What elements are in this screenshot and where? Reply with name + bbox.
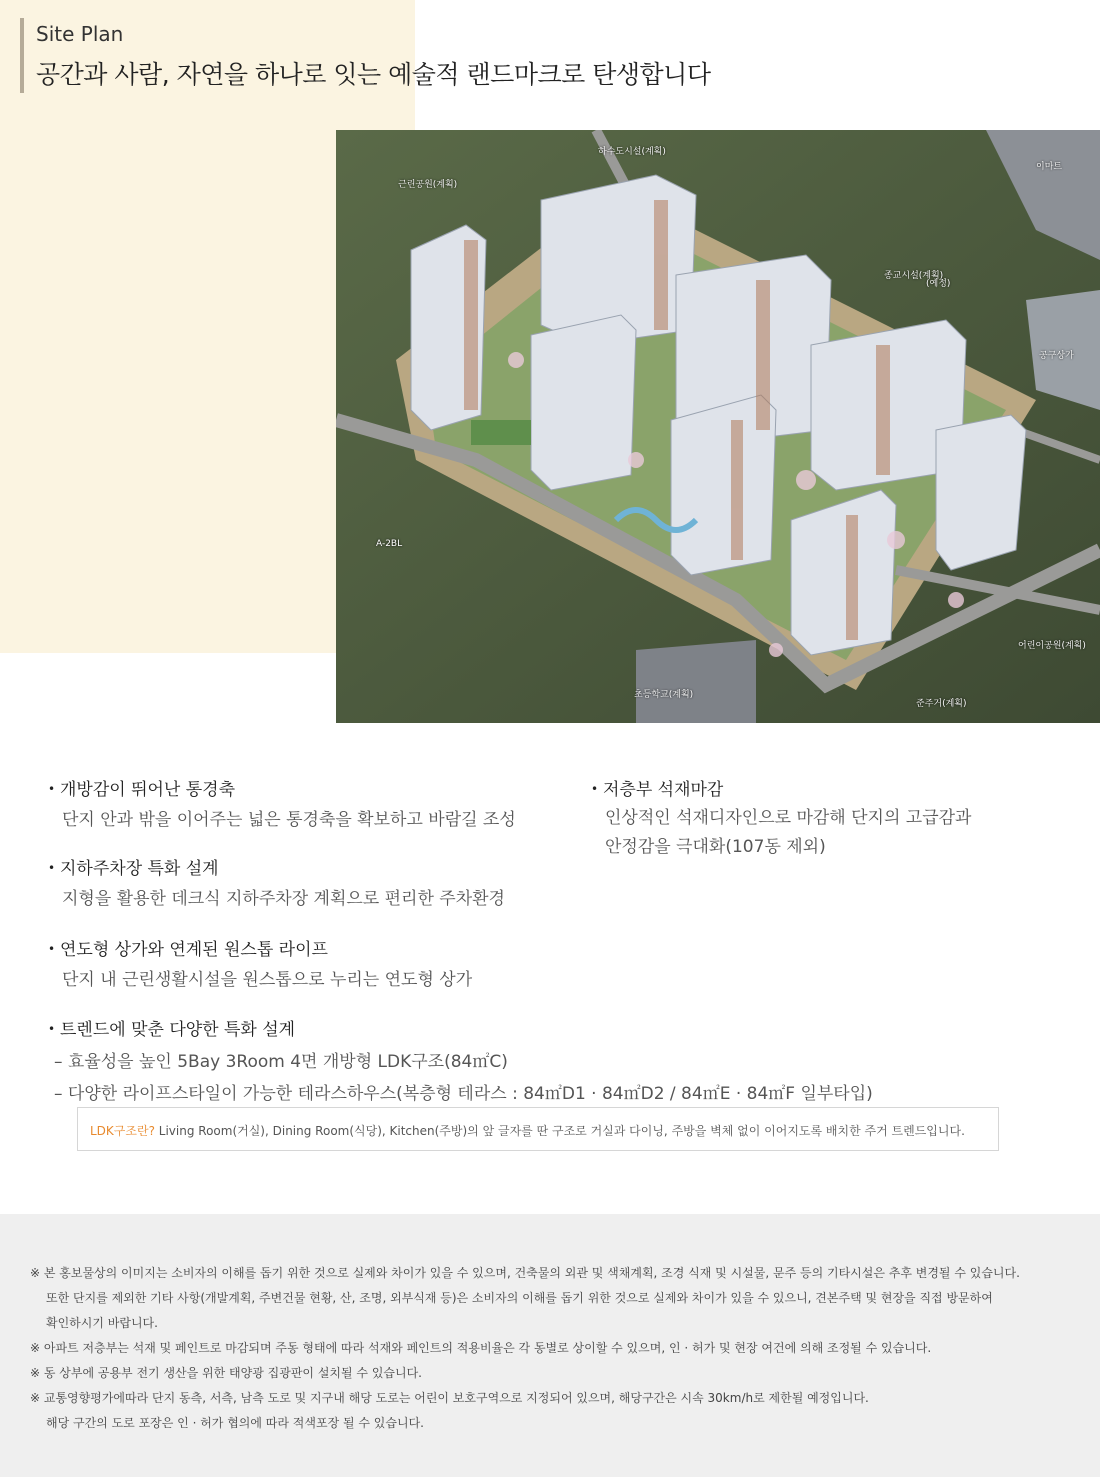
section-header xyxy=(20,18,710,93)
note-line: ※ 아파트 저층부는 석재 및 페인트로 마감되며 주동 형태에 따라 석재와 페인트의 적용비율은 각 동별로 상이할 수 있으며, 인 · 허가 및 현장 여건에 의해 조정될 수 있습니다. xyxy=(30,1341,932,1355)
ldk-info-box xyxy=(77,1107,999,1151)
feature-item-parking xyxy=(48,854,505,912)
feature-desc: 단지 안과 밖을 이어주는 넓은 통경축을 확보하고 바람길 조성 xyxy=(62,810,516,830)
bullet-icon: • xyxy=(48,782,56,796)
map-label-semi-house: 준주거(계획) xyxy=(916,699,967,709)
map-label-public-shop: 공구상가 xyxy=(1039,351,1074,361)
site-plan-aerial-image xyxy=(336,130,1100,723)
aerial-illustration xyxy=(336,130,1100,723)
feature-title: 저층부 석재마감 xyxy=(603,780,724,800)
bullet-icon: • xyxy=(591,782,599,796)
feature-desc: 지형을 활용한 데크식 지하주차장 계획으로 편리한 주차환경 xyxy=(62,889,505,909)
bullet-icon: • xyxy=(48,861,56,875)
map-label-religion-note: (예정) xyxy=(926,279,951,289)
page-title: 공간과 사람, 자연을 하나로 잇는 예술적 랜드마크로 탄생합니다 xyxy=(36,60,711,89)
map-label-kids-park: 어린이공원(계획) xyxy=(1018,641,1086,651)
note-line: 해당 구간의 도로 포장은 인 · 허가 협의에 따라 적색포장 될 수 있습니다. xyxy=(46,1416,424,1430)
note-line: 확인하시기 바랍니다. xyxy=(46,1316,158,1330)
map-label-emart: 이마트 xyxy=(1036,162,1063,172)
map-label-school: 초등학교(계획) xyxy=(634,690,694,700)
disclaimer-notes xyxy=(0,1214,1100,1477)
map-label-park: 근린공원(계획) xyxy=(398,180,458,190)
feature-item-vista xyxy=(48,775,516,833)
section-subtitle: Site Plan xyxy=(36,22,124,46)
map-label-a2bl: A-2BL xyxy=(376,539,403,549)
ldk-label: LDK구조란? xyxy=(90,1124,155,1138)
feature-line-terrace: – 다양한 라이프스타일이 가능한 테라스하우스(복층형 테라스 : 84㎡D1 · 84㎡D2 / 84㎡E · 84㎡F 일부타입) xyxy=(54,1084,873,1104)
bullet-icon: • xyxy=(48,942,56,956)
ldk-text: Living Room(거실), Dining Room(식당), Kitchen(주방)의 앞 글자를 딴 구조로 거실과 다이닝, 주방을 벽체 없이 이어지도록 배치한 주거 트렌드입니다. xyxy=(158,1124,965,1138)
note-line: ※ 교통영향평가에따라 단지 동측, 서측, 남측 도로 및 지구내 해당 도로는 어린이 보호구역으로 지정되어 있으며, 해당구간은 시속 30km/h로 제한될 예정입니다. xyxy=(30,1391,869,1405)
note-line: ※ 본 홍보물상의 이미지는 소비자의 이해를 돕기 위한 것으로 실제와 차이가 있을 수 있으며, 건축물의 외관 및 색채계획, 조경 식재 및 시설물, 문주 등의 기타시설은 추후 변경될 수 있습니다. xyxy=(30,1266,1020,1280)
feature-desc-line1: 인상적인 석재디자인으로 마감해 단지의 고급감과 xyxy=(605,808,972,828)
feature-desc-line2: 안정감을 극대화(107동 제외) xyxy=(605,837,826,857)
feature-line-ldk: – 효율성을 높인 5Bay 3Room 4면 개방형 LDK구조(84㎡C) xyxy=(54,1052,508,1072)
bullet-icon: • xyxy=(48,1022,56,1036)
feature-item-stone xyxy=(591,775,971,860)
map-label-sewer: 하수도시설(계획) xyxy=(598,147,666,157)
feature-item-shops xyxy=(48,935,472,993)
note-line: ※ 동 상부에 공용부 전기 생산을 위한 태양광 집광판이 설치될 수 있습니다. xyxy=(30,1366,422,1380)
note-line: 또한 단지를 제외한 기타 사항(개발계획, 주변건물 현황, 산, 조명, 외부식재 등)은 소비자의 이해를 돕기 위한 것으로 실제와 차이가 있을 수 있으니, 견본주택 및 현장을 직접 방문하여 xyxy=(46,1291,993,1305)
feature-desc: 단지 내 근린생활시설을 원스톱으로 누리는 연도형 상가 xyxy=(62,970,473,990)
feature-title: 지하주차장 특화 설계 xyxy=(60,859,219,879)
feature-item-trend xyxy=(48,1015,873,1104)
feature-title: 트렌드에 맞춘 다양한 특화 설계 xyxy=(60,1020,296,1040)
feature-title: 연도형 상가와 연계된 원스톱 라이프 xyxy=(60,940,328,960)
map-label-religion: 종교시설(계획) xyxy=(884,271,944,281)
feature-title: 개방감이 뛰어난 통경축 xyxy=(60,780,236,800)
